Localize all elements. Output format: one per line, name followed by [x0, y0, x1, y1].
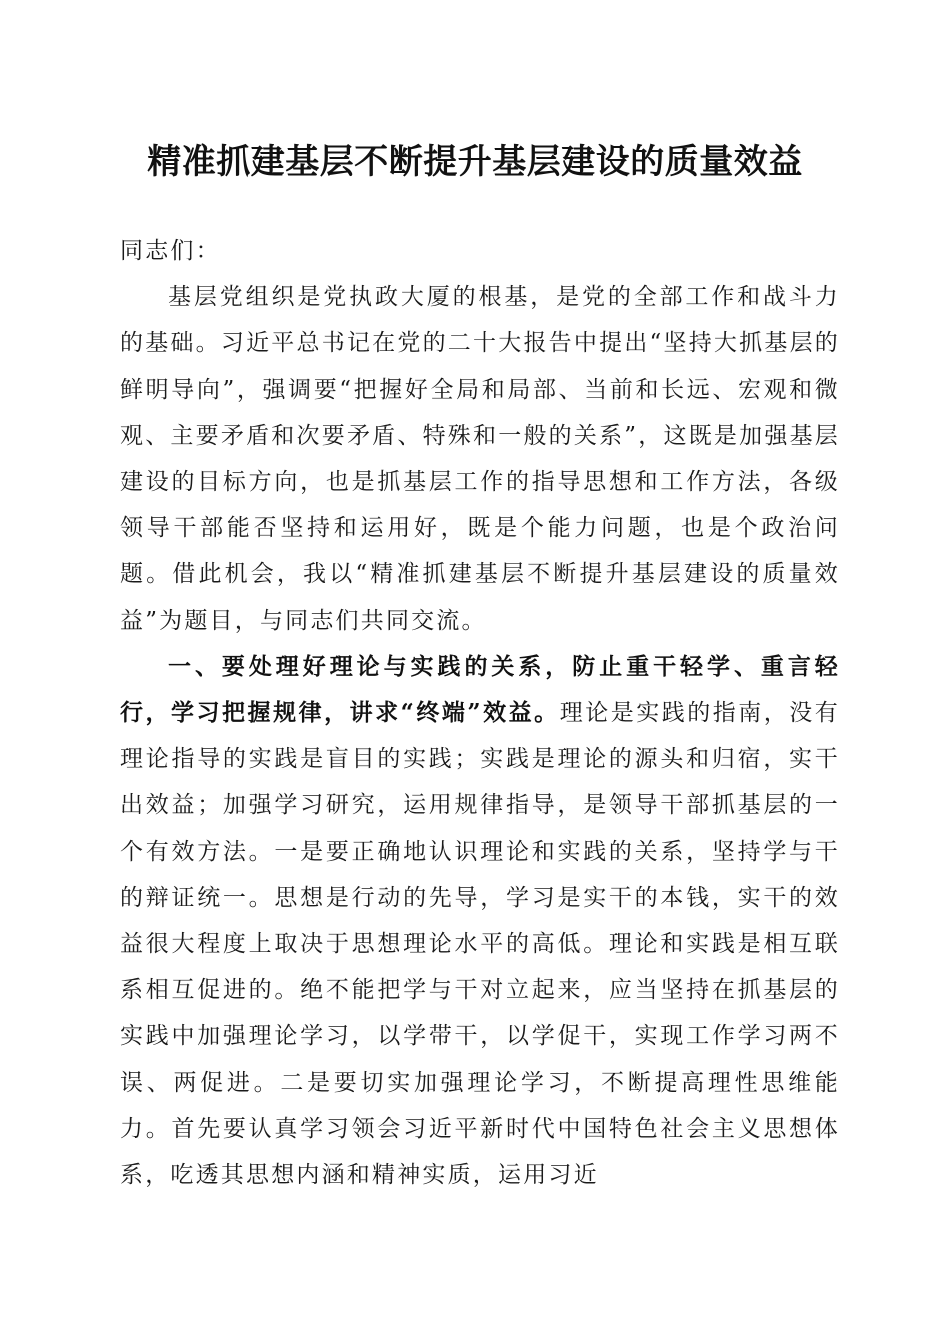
paragraph-intro: 基层党组织是党执政大厦的根基，是党的全部工作和战斗力的基础。习近平总书记在党的二十大报告中提出“坚持大抓基层的鲜明导向”，强调要“把握好全局和局部、当前和长远、宏观和微观、主要矛盾和次要矛盾、特殊和一般的关系”，这既是加强基层建设的目标方向，也是抓基层工作的指导思想和工作方法，各级领导干部能否坚持和运用好，既是个能力问题，也是个政治问题。借此机会，我以“精准抓建基层不断提升基层建设的质量效益”为题目，与同志们共同交流。 [120, 284, 840, 634]
document-title: 精准抓建基层不断提升基层建设的质量效益 [147, 142, 803, 182]
paragraph-section-1 [120, 644, 840, 1198]
section-1-heading: 一、要处理好理论与实践的关系，防止重干轻学、重言轻行，学习把握规律，讲求“终端”效益。 [120, 652, 840, 727]
document-body [120, 228, 840, 1198]
section-1-body: 理论是实践的指南，没有理论指导的实践是盲目的实践；实践是理论的源头和归宿，实干出效益；加强学习研究，运用规律指导，是领导干部抓基层的一个有效方法。一是要正确地认识理论和实践的关系，坚持学与干的辩证统一。思想是行动的先导，学习是实干的本钱，实干的效益很大程度上取决于思想理论水平的高低。理论和实践是相互联系相互促进的。绝不能把学与干对立起来，应当坚持在抓基层的实践中加强理论学习，以学带干，以学促干，实现工作学习两不误、两促进。二是要切实加强理论学习，不断提高理性思维能力。首先要认真学习领会习近平新时代中国特色社会主义思想体系，吃透其思想内涵和精神实质，运用习近 [120, 700, 841, 1189]
salutation: 同志们： [120, 238, 221, 264]
